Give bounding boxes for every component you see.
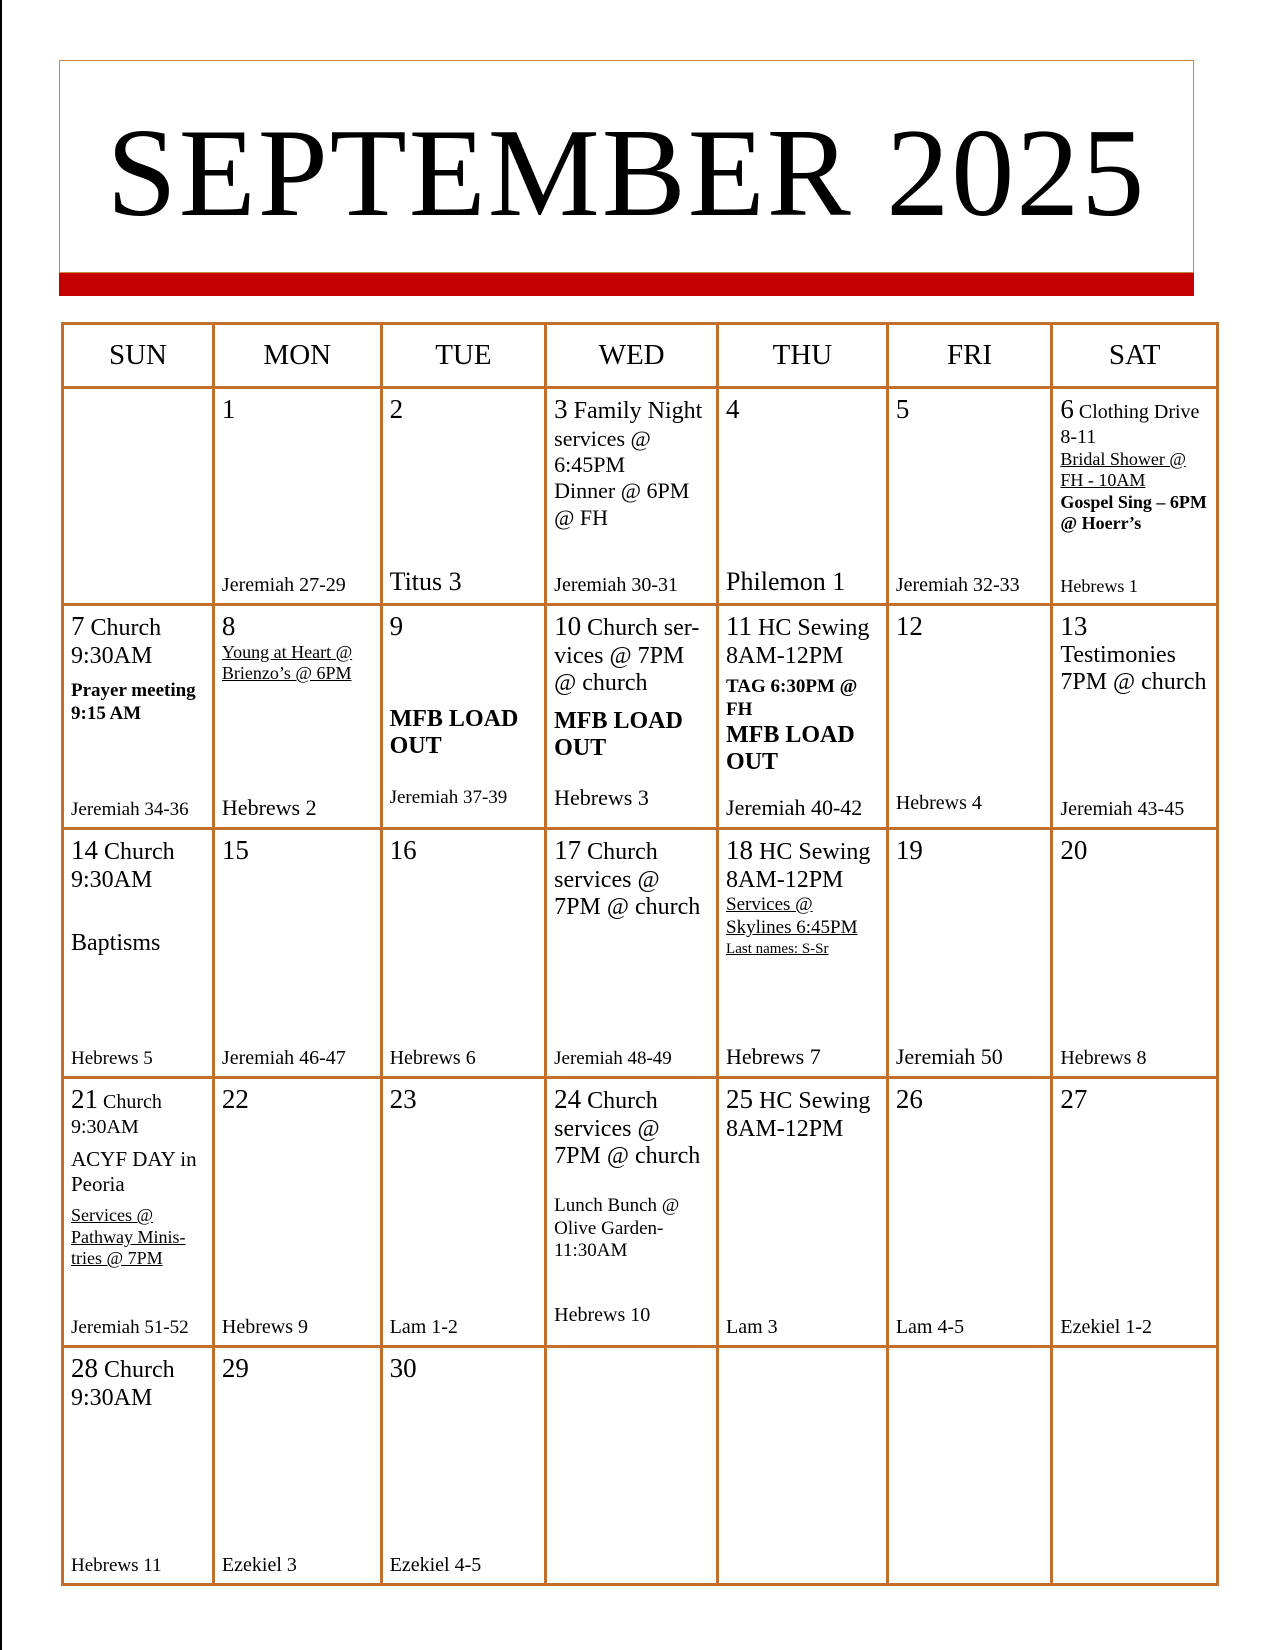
day-number: 7 bbox=[71, 611, 85, 641]
day-number: 21 bbox=[71, 1084, 98, 1114]
event-detail: Testimonies 7PM @ church bbox=[1060, 641, 1207, 696]
day-cell-5 bbox=[887, 388, 1052, 605]
day-cell-12 bbox=[887, 605, 1052, 829]
bible-reading: Hebrews 7 bbox=[726, 1044, 821, 1069]
day-cell-28 bbox=[63, 1347, 214, 1585]
bible-reading: Hebrews 11 bbox=[71, 1555, 162, 1576]
day-number: 25 bbox=[726, 1084, 754, 1114]
day-cell-16 bbox=[381, 829, 546, 1078]
day-cell-19 bbox=[887, 829, 1052, 1078]
day-number: 28 bbox=[71, 1353, 98, 1383]
weekday-wed: WED bbox=[546, 324, 718, 388]
day-cell-21 bbox=[63, 1078, 214, 1347]
event-title: Clothing Drive 8-11 bbox=[1060, 401, 1200, 448]
day-cell-13 bbox=[1052, 605, 1218, 829]
week-row-2 bbox=[63, 605, 1218, 829]
day-number: 18 bbox=[726, 835, 754, 865]
day-number: 12 bbox=[895, 611, 923, 641]
weekday-thu: THU bbox=[718, 324, 888, 388]
event-detail: Lunch Bunch @ Olive Garden- 11:30AM bbox=[554, 1194, 680, 1262]
event-detail: Young at Heart @ Brienzo’s @ 6PM bbox=[221, 641, 353, 684]
day-number: 3 bbox=[554, 394, 568, 424]
day-cell-empty bbox=[887, 1347, 1052, 1585]
day-cell-2 bbox=[381, 388, 546, 605]
event-title: Family Night bbox=[573, 398, 703, 424]
day-cell-29 bbox=[213, 1347, 381, 1585]
weekday-sun: SUN bbox=[63, 324, 214, 388]
bible-reading: Hebrews 8 bbox=[1060, 1047, 1147, 1069]
bible-reading: Hebrews 5 bbox=[71, 1048, 153, 1069]
day-cell-4 bbox=[718, 388, 888, 605]
day-cell-empty bbox=[1052, 1347, 1218, 1585]
event-detail: MFB LOAD OUT bbox=[554, 707, 683, 762]
event-detail: Last names: S-Sr bbox=[726, 940, 829, 957]
weekday-fri: FRI bbox=[887, 324, 1052, 388]
day-cell-8 bbox=[213, 605, 381, 829]
bible-reading: Jeremiah 27-29 bbox=[221, 574, 346, 596]
event-detail: Dinner @ 6PM @ FH bbox=[554, 478, 690, 530]
day-number: 27 bbox=[1060, 1084, 1088, 1114]
day-number: 30 bbox=[389, 1353, 417, 1383]
event-detail: TAG 6:30PM @ FH bbox=[726, 676, 858, 720]
day-cell-empty bbox=[718, 1347, 888, 1585]
week-row-3 bbox=[63, 829, 1218, 1078]
bible-reading: Jeremiah 40-42 bbox=[726, 795, 863, 820]
day-cell-empty bbox=[63, 388, 214, 605]
event-detail: MFB LOAD OUT bbox=[389, 705, 519, 760]
event-title: HC Sewing 8AM-12PM bbox=[726, 1088, 871, 1142]
bible-reading: Ezekiel 4-5 bbox=[389, 1554, 482, 1576]
bible-reading: Titus 3 bbox=[389, 567, 462, 596]
day-number: 6 bbox=[1060, 394, 1074, 424]
day-cell-25 bbox=[718, 1078, 888, 1347]
day-cell-20 bbox=[1052, 829, 1218, 1078]
title-box bbox=[59, 60, 1194, 273]
day-number: 8 bbox=[221, 611, 236, 641]
event-detail: ACYF DAY in Peoria bbox=[71, 1146, 197, 1196]
weekday-header-row bbox=[63, 324, 1218, 388]
day-number: 15 bbox=[221, 835, 249, 865]
bible-reading: Jeremiah 37-39 bbox=[389, 787, 508, 808]
bible-reading: Ezekiel 1-2 bbox=[1060, 1316, 1152, 1338]
day-number: 2 bbox=[389, 394, 404, 424]
day-number: 20 bbox=[1060, 835, 1088, 865]
day-cell-11 bbox=[718, 605, 888, 829]
day-number: 26 bbox=[895, 1084, 923, 1114]
day-number: 24 bbox=[554, 1084, 582, 1114]
day-number: 9 bbox=[389, 611, 404, 641]
bible-reading: Jeremiah 43-45 bbox=[1060, 798, 1185, 820]
day-cell-27 bbox=[1052, 1078, 1218, 1347]
bible-reading: Jeremiah 46-47 bbox=[221, 1047, 346, 1069]
bible-reading: Jeremiah 50 bbox=[895, 1044, 1003, 1069]
bible-reading: Hebrews 2 bbox=[221, 795, 317, 820]
day-cell-9 bbox=[381, 605, 546, 829]
day-number: 19 bbox=[895, 835, 923, 865]
day-cell-26 bbox=[887, 1078, 1052, 1347]
bible-reading: Lam 1-2 bbox=[389, 1316, 458, 1338]
bible-reading: Hebrews 6 bbox=[389, 1047, 476, 1069]
bible-reading: Hebrews 9 bbox=[221, 1316, 309, 1338]
weekday-sat: SAT bbox=[1052, 324, 1218, 388]
bible-reading: Jeremiah 51-52 bbox=[71, 1317, 189, 1338]
day-cell-17 bbox=[546, 829, 718, 1078]
week-row-1 bbox=[63, 388, 1218, 605]
day-number: 1 bbox=[221, 394, 236, 424]
day-cell-6 bbox=[1052, 388, 1218, 605]
event-detail: Gospel Sing – 6PM @ Hoerr’s bbox=[1060, 491, 1207, 534]
day-cell-30 bbox=[381, 1347, 546, 1585]
bible-reading: Jeremiah 30-31 bbox=[554, 574, 679, 596]
event-title: Church services @ 7PM @ church bbox=[554, 839, 701, 921]
calendar-grid bbox=[61, 322, 1219, 1586]
event-title: Church 9:30AM bbox=[71, 839, 175, 893]
weekday-tue: TUE bbox=[381, 324, 546, 388]
day-number: 29 bbox=[221, 1353, 249, 1383]
bible-reading: Hebrews 1 bbox=[1060, 576, 1138, 596]
day-number: 17 bbox=[554, 835, 582, 865]
day-cell-18 bbox=[718, 829, 888, 1078]
event-title: Church 9:30AM bbox=[71, 615, 162, 669]
page-edge-line bbox=[0, 0, 2, 1650]
day-cell-7 bbox=[63, 605, 214, 829]
bible-reading: Jeremiah 32-33 bbox=[895, 574, 1020, 596]
day-cell-24 bbox=[546, 1078, 718, 1347]
event-detail: services @ 6:45PM bbox=[554, 425, 651, 477]
accent-bar bbox=[59, 273, 1194, 296]
event-detail: MFB LOAD OUT bbox=[726, 721, 855, 776]
event-title: HC Sewing 8AM-12PM bbox=[726, 839, 871, 893]
bible-reading: Hebrews 4 bbox=[895, 792, 982, 814]
day-cell-15 bbox=[213, 829, 381, 1078]
week-row-5 bbox=[63, 1347, 1218, 1585]
event-title: Church ser-vices @ 7PM @ church bbox=[554, 615, 700, 697]
event-detail: Prayer meeting 9:15 AM bbox=[71, 680, 196, 724]
bible-reading: Hebrews 3 bbox=[554, 785, 649, 810]
day-cell-1 bbox=[213, 388, 381, 605]
event-detail: Services @ Pathway Minis-tries @ 7PM bbox=[71, 1205, 186, 1269]
day-number: 10 bbox=[554, 611, 582, 641]
event-detail: Services @ Skylines 6:45PM bbox=[726, 894, 858, 938]
page-title: SEPTEMBER 2025 bbox=[106, 103, 1147, 243]
day-cell-14 bbox=[63, 829, 214, 1078]
day-cell-empty bbox=[546, 1347, 718, 1585]
bible-reading: Philemon 1 bbox=[726, 567, 846, 596]
day-cell-3 bbox=[546, 388, 718, 605]
day-number: 16 bbox=[389, 835, 417, 865]
day-number: 23 bbox=[389, 1084, 417, 1114]
bible-reading: Lam 4-5 bbox=[895, 1316, 965, 1338]
day-number: 4 bbox=[726, 394, 740, 424]
day-number: 22 bbox=[221, 1084, 249, 1114]
day-number: 13 bbox=[1060, 611, 1088, 641]
bible-reading: Jeremiah 48-49 bbox=[554, 1048, 672, 1069]
day-cell-22 bbox=[213, 1078, 381, 1347]
event-title: Church services @ 7PM @ church bbox=[554, 1088, 701, 1170]
day-number: 14 bbox=[71, 835, 98, 865]
bible-reading: Hebrews 10 bbox=[554, 1304, 651, 1326]
bible-reading: Jeremiah 34-36 bbox=[71, 799, 189, 820]
event-title: HC Sewing 8AM-12PM bbox=[726, 615, 870, 669]
event-title: Church 9:30AM bbox=[71, 1357, 175, 1411]
week-row-4 bbox=[63, 1078, 1218, 1347]
bible-reading: Ezekiel 3 bbox=[221, 1554, 297, 1576]
event-title: Church 9:30AM bbox=[71, 1091, 162, 1138]
weekday-mon: MON bbox=[213, 324, 381, 388]
day-number: 5 bbox=[895, 394, 910, 424]
day-number: 11 bbox=[726, 611, 753, 641]
day-cell-10 bbox=[546, 605, 718, 829]
event-detail: Bridal Shower @ FH - 10AM bbox=[1060, 448, 1186, 491]
day-cell-23 bbox=[381, 1078, 546, 1347]
bible-reading: Lam 3 bbox=[726, 1316, 778, 1338]
event-detail: Baptisms bbox=[71, 930, 161, 957]
